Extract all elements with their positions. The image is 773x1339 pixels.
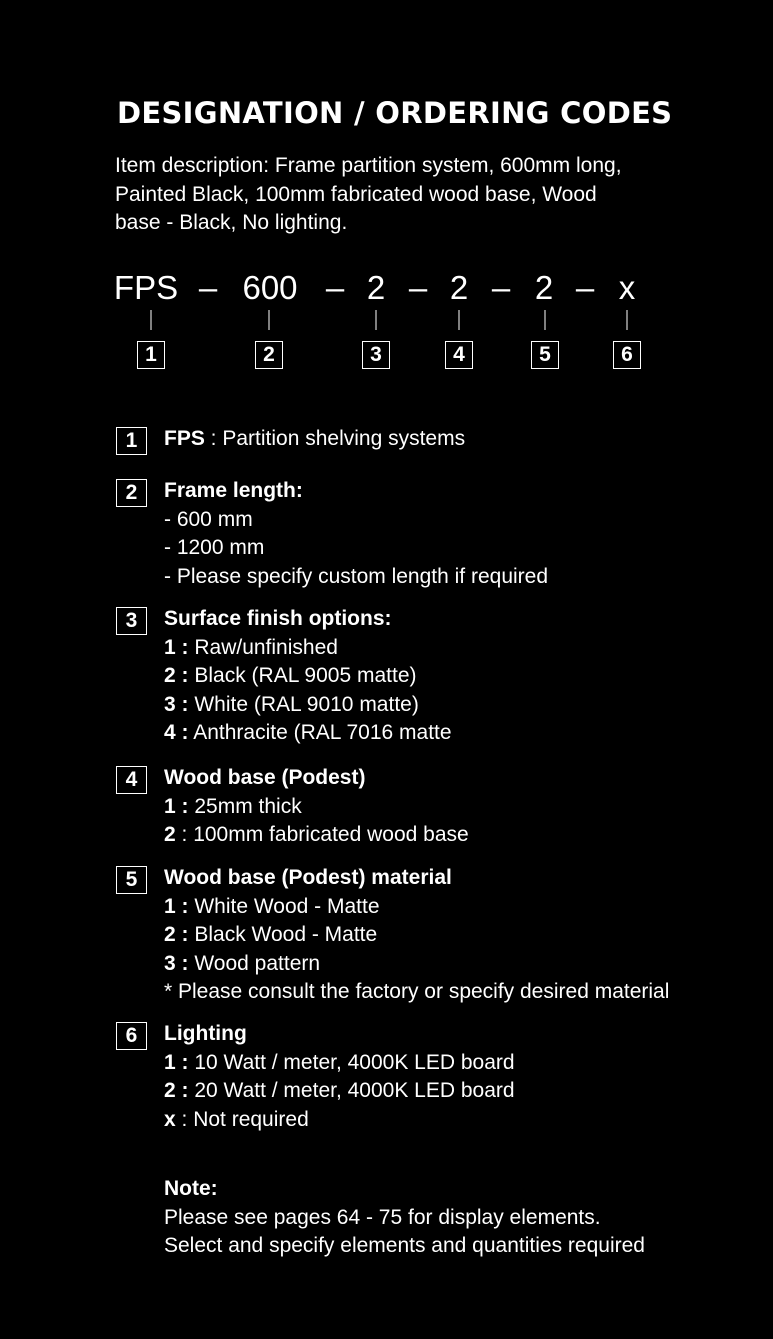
option-text: Anthracite (RAL 7016 matte — [188, 721, 452, 744]
code-number-4: 4 — [445, 341, 473, 369]
note-line: Select and specify elements and quantities required — [164, 1234, 645, 1257]
option-key: 4 : — [164, 721, 189, 744]
option-key: 1 : — [164, 635, 189, 659]
option-text: 25mm thick — [188, 794, 302, 818]
code-connector — [627, 310, 628, 330]
section-heading: Wood base (Podest) — [164, 766, 366, 789]
code-part-3: 2 — [366, 269, 386, 306]
section-text: : Partition shelving systems — [204, 427, 466, 450]
note-line: Please see pages 64 - 75 for display elements. — [164, 1205, 601, 1229]
section-number: 2 — [116, 479, 147, 507]
option-text: 20 Watt / meter, 4000K LED board — [188, 1079, 515, 1102]
option-text: - 1200 mm — [164, 536, 265, 559]
note-block — [164, 1175, 645, 1261]
code-separator: – — [575, 269, 595, 306]
option-key: x — [164, 1107, 176, 1131]
option-text: Black Wood - Matte — [188, 923, 378, 946]
code-number-3: 3 — [362, 341, 390, 369]
section-number: 1 — [116, 427, 147, 455]
option-key: 2 : — [164, 923, 189, 946]
section-heading: Lighting — [164, 1022, 247, 1045]
code-number-5: 5 — [531, 341, 559, 369]
code-separator: – — [198, 269, 218, 306]
section-heading: Frame length: — [164, 479, 303, 502]
option-key: 1 : — [164, 1050, 189, 1074]
code-connector — [459, 310, 460, 330]
code-part-1: FPS — [113, 269, 179, 306]
option-key: 3 : — [164, 951, 189, 975]
code-separator: – — [491, 269, 511, 306]
code-number-2: 2 — [255, 341, 283, 369]
code-part-2: 600 — [242, 269, 298, 306]
section-heading: Surface finish options: — [164, 607, 392, 630]
section-key: FPS — [164, 427, 205, 450]
option-key: 2 : — [164, 664, 189, 687]
option-text: : 100mm fabricated wood base — [175, 823, 469, 846]
option-key: 1 : — [164, 794, 189, 818]
section-number: 3 — [116, 607, 147, 635]
code-part-5: 2 — [534, 269, 554, 306]
code-part-6: x — [618, 269, 636, 306]
option-text: : Not required — [175, 1107, 309, 1131]
code-connector — [151, 310, 152, 330]
code-separator: – — [325, 269, 345, 306]
option-key: 2 — [164, 823, 176, 846]
code-number-1: 1 — [137, 341, 165, 369]
option-text: * Please consult the factory or specify desired material — [164, 980, 670, 1003]
code-connector — [545, 310, 546, 330]
code-number-6: 6 — [613, 341, 641, 369]
option-text: 10 Watt / meter, 4000K LED board — [188, 1050, 515, 1074]
code-separator: – — [408, 269, 428, 306]
option-text: - 600 mm — [164, 507, 253, 531]
option-text: Wood pattern — [188, 951, 321, 975]
code-part-4: 2 — [449, 269, 469, 306]
option-text: Raw/unfinished — [188, 635, 338, 659]
note-heading: Note: — [164, 1177, 218, 1200]
code-connector — [269, 310, 270, 330]
section-number: 5 — [116, 866, 147, 894]
option-key: 2 : — [164, 1079, 189, 1102]
item-description: Item description: Frame partition system, 600mm long, Painted Black, 100mm fabricated wood base, Wood base - Black, No lighting. — [115, 154, 622, 234]
section-number: 4 — [116, 766, 147, 794]
section-number: 6 — [116, 1022, 147, 1050]
ordering-code — [0, 268, 773, 378]
section-heading: Wood base (Podest) material — [164, 866, 452, 889]
option-text: - Please specify custom length if required — [164, 564, 549, 588]
option-text: White (RAL 9010 matte) — [188, 692, 419, 716]
option-text: White Wood - Matte — [188, 894, 380, 918]
code-connector — [376, 310, 377, 330]
option-text: Black (RAL 9005 matte) — [188, 664, 417, 687]
option-key: 3 : — [164, 692, 189, 716]
option-key: 1 : — [164, 894, 189, 918]
page-title: DESIGNATION / ORDERING CODES — [117, 96, 673, 130]
